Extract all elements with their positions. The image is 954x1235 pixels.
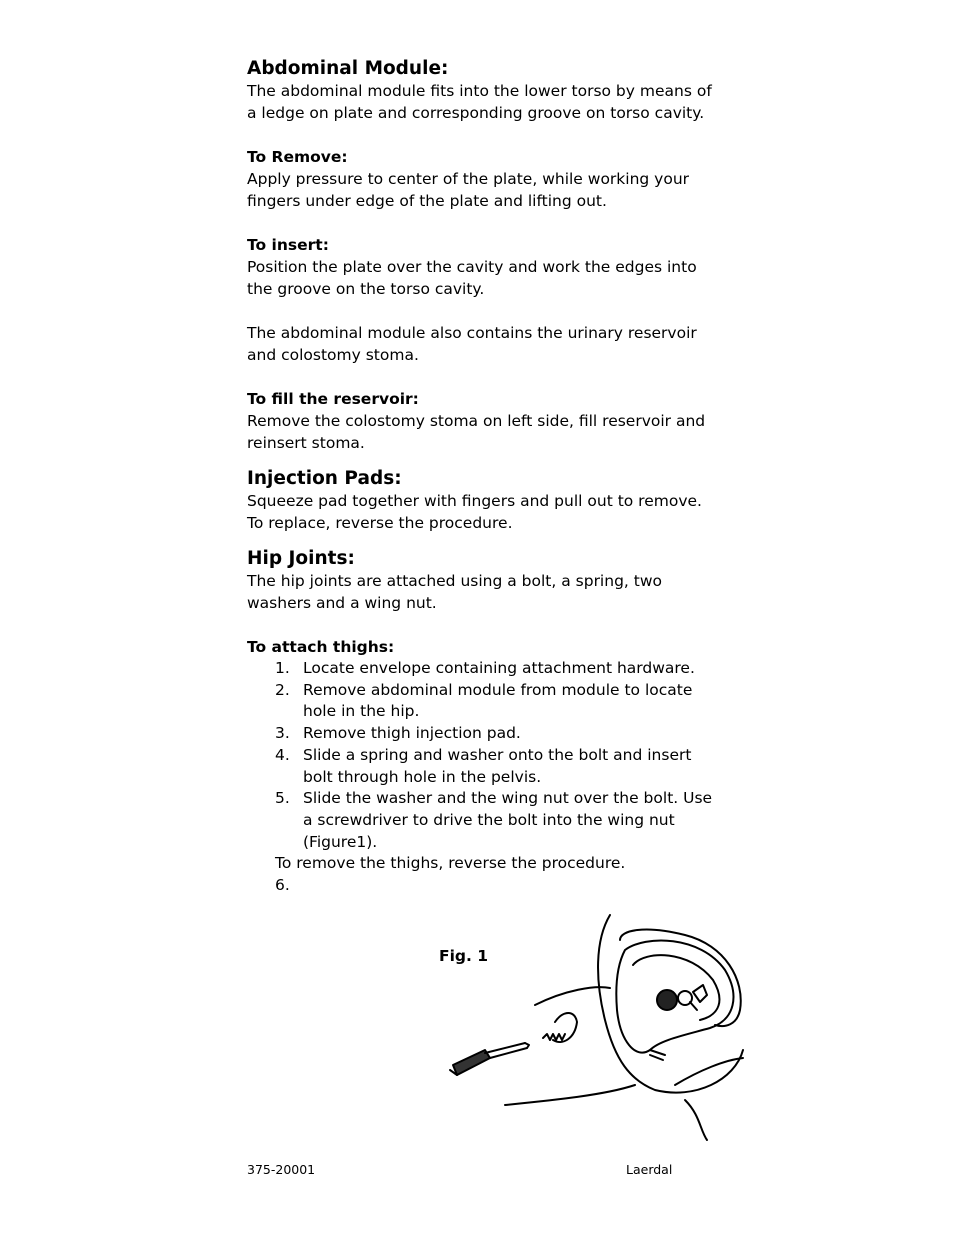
remove-heading: To Remove: bbox=[247, 148, 348, 166]
fill-text-2: reinsert stoma. bbox=[247, 434, 365, 452]
list-item: 1. Locate envelope containing attachment hardware. bbox=[275, 659, 695, 677]
abdominal-intro-1: The abdominal module fits into the lower torso by means of bbox=[247, 82, 712, 100]
document-body bbox=[247, 58, 717, 897]
fill-text-1: Remove the colostomy stoma on left side, fill reservoir and bbox=[247, 412, 706, 430]
attach-steps-list bbox=[247, 658, 717, 853]
footer-doc-number: 375-20001 bbox=[247, 1162, 316, 1177]
contains-text-1: The abdominal module also contains the urinary reservoir bbox=[247, 324, 697, 342]
insert-text-1: Position the plate over the cavity and work the edges into bbox=[247, 258, 697, 276]
injection-text-1: Squeeze pad together with fingers and pull out to remove. bbox=[247, 492, 702, 510]
attach-heading: To attach thighs: bbox=[247, 638, 395, 656]
insert-text-2: the groove on the torso cavity. bbox=[247, 280, 485, 298]
injection-text-2: To replace, reverse the procedure. bbox=[247, 514, 513, 532]
figure-hip-attachment-illustration bbox=[445, 910, 745, 1145]
section-title-abdominal: Abdominal Module: bbox=[247, 58, 449, 79]
abdominal-intro-2: a ledge on plate and corresponding groove on torso cavity. bbox=[247, 104, 705, 122]
section-title-hip: Hip Joints: bbox=[247, 548, 355, 569]
step-6: 6. bbox=[275, 876, 290, 895]
footer-brand: Laerdal bbox=[626, 1162, 673, 1177]
list-item: 5. Slide the washer and the wing nut over the bolt. Use a screwdriver to drive the bolt into the wing nut (Figure1). bbox=[275, 789, 713, 851]
section-title-injection: Injection Pads: bbox=[247, 468, 402, 489]
list-item: 2. Remove abdominal module from module to locate hole in the hip. bbox=[275, 680, 693, 721]
remove-text-2: fingers under edge of the plate and lifting out. bbox=[247, 192, 607, 210]
remove-text-1: Apply pressure to center of the plate, while working your bbox=[247, 170, 690, 188]
remove-thighs-text: To remove the thighs, reverse the procedure. bbox=[275, 854, 626, 873]
list-item: 3. Remove thigh injection pad. bbox=[275, 724, 521, 743]
hip-text-1: The hip joints are attached using a bolt, a spring, two bbox=[247, 572, 662, 590]
fill-heading: To fill the reservoir: bbox=[247, 390, 419, 408]
contains-text-2: and colostomy stoma. bbox=[247, 346, 419, 364]
list-item: 4. Slide a spring and washer onto the bolt and insert bolt through hole in the pelvis. bbox=[275, 745, 692, 786]
figure-label: Fig. 1 bbox=[439, 947, 489, 965]
insert-heading: To insert: bbox=[247, 236, 329, 254]
hip-text-2: washers and a wing nut. bbox=[247, 594, 437, 612]
